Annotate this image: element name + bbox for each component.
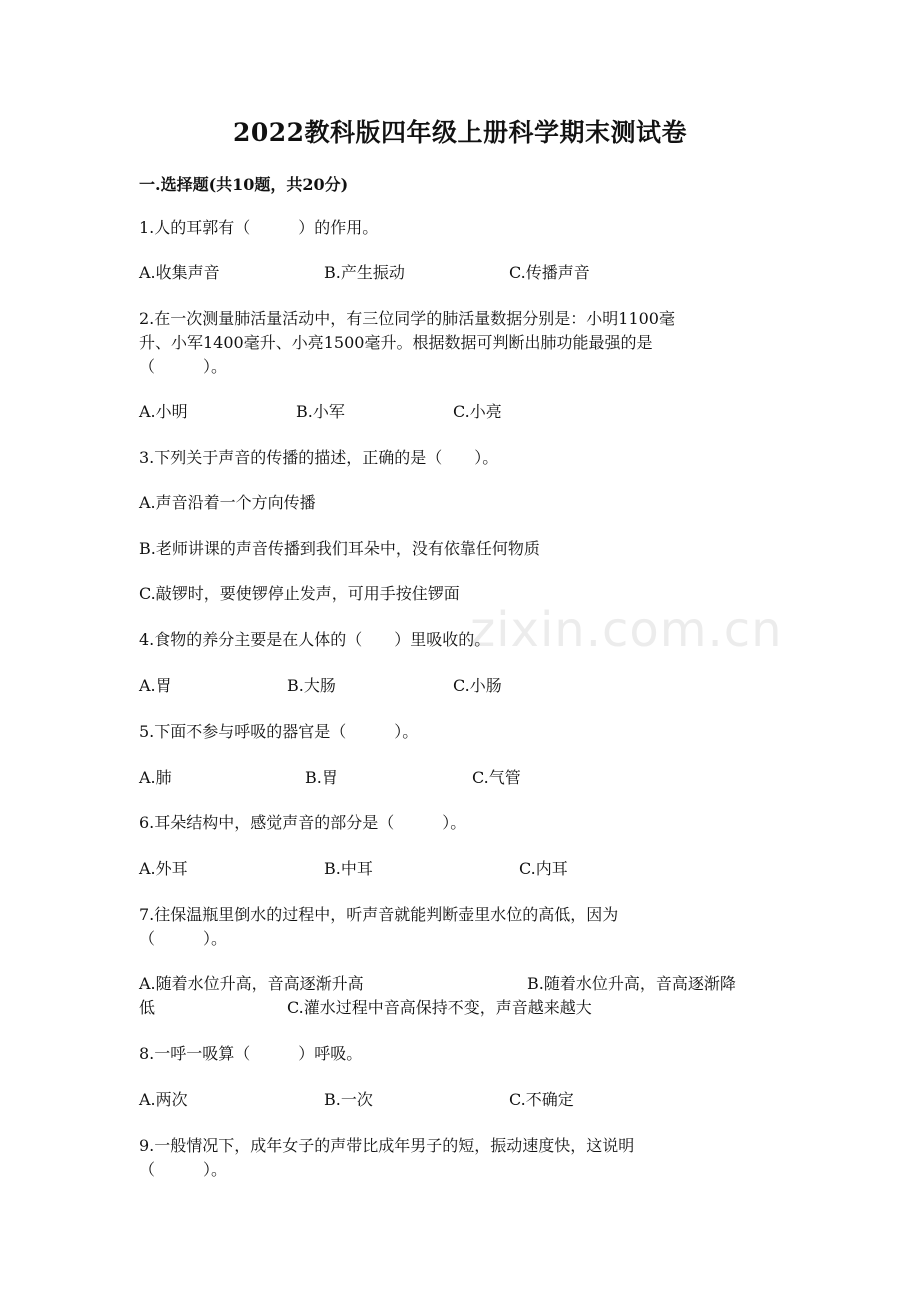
- question-5-stem: 5.下面不参与呼吸的器官是（ ）。: [139, 722, 419, 741]
- question-7-option-c: C.灌水过程中音高保持不变，声音越来越大: [287, 998, 592, 1017]
- question-2-stem-line-3: （ ）。: [139, 357, 228, 376]
- question-5-option-c: C.气管: [472, 768, 521, 787]
- question-1-option-a: A.收集声音: [139, 263, 220, 282]
- question-4-option-b: B.大肠: [287, 676, 336, 695]
- question-2-option-b: B.小军: [296, 402, 345, 421]
- question-6-stem: 6.耳朵结构中，感觉声音的部分是（ ）。: [139, 813, 467, 832]
- question-1-stem: 1.人的耳郭有（ ）的作用。: [139, 218, 379, 237]
- question-8-option-a: A.两次: [139, 1090, 188, 1109]
- question-2-stem-line-1: 2.在一次测量肺活量活动中，有三位同学的肺活量数据分别是：小明1100毫: [139, 309, 675, 328]
- question-2-stem-line-2: 升、小军1400毫升、小亮1500毫升。根据数据可判断出肺功能最强的是: [139, 333, 653, 352]
- page-title: 2022教科版四年级上册科学期末测试卷: [232, 118, 688, 147]
- question-4-option-a: A.胃: [139, 676, 172, 695]
- question-7-stem-line-1: 7.往保温瓶里倒水的过程中，听声音就能判断壶里水位的高低，因为: [139, 905, 619, 924]
- question-7-option-b-wrap: 低: [139, 998, 156, 1017]
- watermark: zixin.com.cn: [470, 602, 783, 658]
- question-9-stem-line-1: 9.一般情况下，成年女子的声带比成年男子的短，振动速度快，这说明: [139, 1136, 635, 1155]
- question-7-option-a: A.随着水位升高，音高逐渐升高: [139, 974, 364, 993]
- question-3-stem: 3.下列关于声音的传播的描述，正确的是（ ）。: [139, 448, 499, 467]
- question-8-option-c: C.不确定: [509, 1090, 574, 1109]
- question-6-option-b: B.中耳: [324, 859, 373, 878]
- question-3-option-a: A.声音沿着一个方向传播: [139, 493, 316, 512]
- question-7-stem-line-2: （ ）。: [139, 929, 228, 948]
- question-7-option-b: B.随着水位升高，音高逐渐降: [527, 974, 736, 993]
- question-6-option-a: A.外耳: [139, 859, 188, 878]
- question-1-option-b: B.产生振动: [324, 263, 405, 282]
- question-2-option-a: A.小明: [139, 402, 188, 421]
- question-8-stem: 8.一呼一吸算（ ）呼吸。: [139, 1044, 363, 1063]
- question-1-option-c: C.传播声音: [509, 263, 590, 282]
- section-heading: 一.选择题(共10题，共20分): [139, 175, 349, 194]
- question-5-option-b: B.胃: [305, 768, 338, 787]
- question-8-option-b: B.一次: [324, 1090, 373, 1109]
- question-3-option-c: C.敲锣时，要使锣停止发声，可用手按住锣面: [139, 584, 460, 603]
- question-2-option-c: C.小亮: [453, 402, 502, 421]
- question-6-option-c: C.内耳: [519, 859, 568, 878]
- question-9-stem-line-2: （ ）。: [139, 1160, 228, 1179]
- question-4-stem: 4.食物的养分主要是在人体的（ ）里吸收的。: [139, 630, 491, 649]
- question-3-option-b: B.老师讲课的声音传播到我们耳朵中，没有依靠任何物质: [139, 539, 540, 558]
- question-4-option-c: C.小肠: [453, 676, 502, 695]
- question-5-option-a: A.肺: [139, 768, 172, 787]
